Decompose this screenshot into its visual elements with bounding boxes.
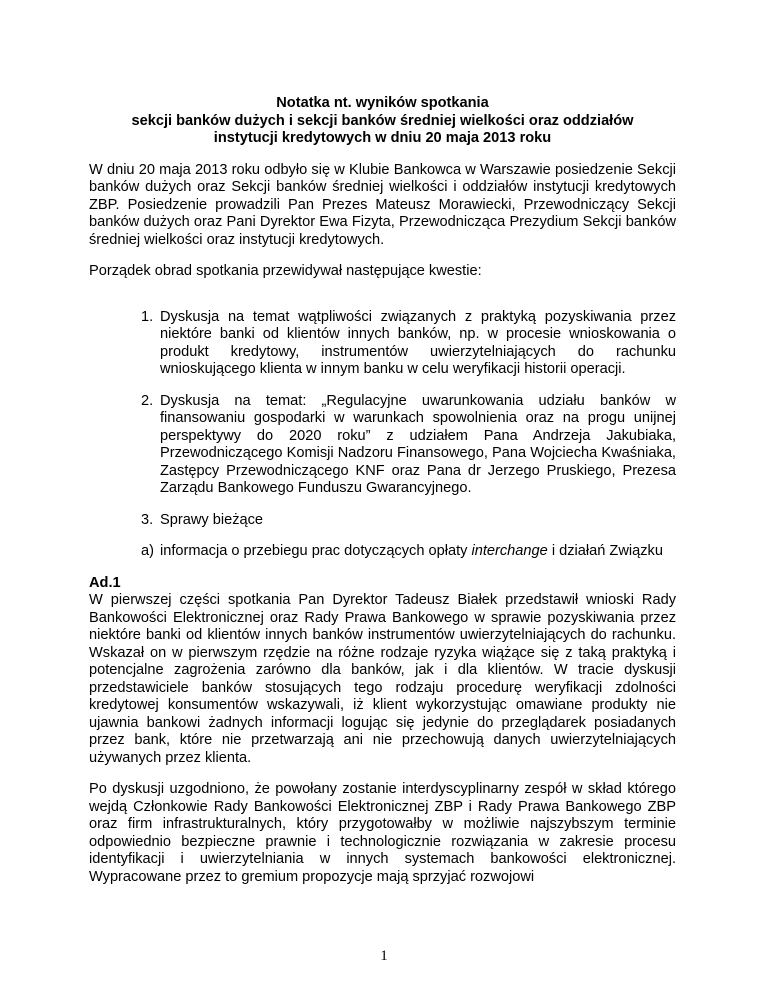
sub-item-text	[160, 543, 676, 561]
agenda-item-1	[141, 309, 676, 379]
agenda-item-text: Sprawy bieżące	[160, 511, 264, 528]
agenda-intro: Porządek obrad spotkania przewidywał następujące kwestie:	[89, 263, 482, 279]
section-heading-ad1: Ad.1	[89, 574, 121, 591]
sub-item-text-before: informacja o przebiegu prac dotyczących opłaty	[160, 543, 472, 559]
agenda-item-2	[141, 393, 676, 498]
agenda-item-marker: 1.	[141, 308, 154, 325]
page-number: 1	[380, 948, 388, 964]
sub-item-text-after: i działań Związku	[547, 543, 663, 559]
document-body	[89, 95, 676, 900]
agenda-sub-item-a	[141, 543, 676, 561]
agenda-item-text: Dyskusja na temat wątpliwości związanych z praktyką pozyskiwania przez niektóre banki od klientów innych banków, np. w procesie wnioskowania o produkt kredytowy, instrumentów uwierzytelniających do rachunku wnioskującego klienta w innym banku w celu weryfikacji historii operacji.	[160, 308, 676, 377]
agenda-item-3	[141, 512, 676, 530]
agenda-item-marker: 3.	[141, 511, 154, 528]
title-line-3: instytucji kredytowych w dniu 20 maja 2013 roku	[213, 130, 552, 146]
title-line-2: sekcji banków dużych i sekcji banków średniej wielkości oraz oddziałów	[131, 112, 634, 129]
ad1-paragraph-1: W pierwszej części spotkania Pan Dyrektor Tadeusz Białek przedstawił wnioski Rady Bankowości Elektronicznej oraz Rady Prawa Bankowego w sprawie pozyskiwania przez niektóre banki od klientów innych banków instrumentów uwierzytelniających do rachunku. Wskazał on w pierwszym rzędzie na różne rodzaje ryzyka wiążące się z taką praktyką i potencjalne zagrożenia zarówno dla banków, jak i dla klientów. W tracie dyskusji przedstawiciele banków stosujących tego rodzaju procedurę weryfikacji zdolności kredytowej konsumentów wskazywali, iż klient wykorzystując omawiane produkty nie ujawnia bankowi żadnych informacji logując się jedynie do przeglądarek posiadanych przez bank, które nie przetwarzają ani nie przechowują danych uwierzytelniających używanych przez klienta.	[89, 592, 676, 766]
intro-paragraph: W dniu 20 maja 2013 roku odbyło się w Klubie Bankowca w Warszawie posiedzenie Sekcji banków dużych oraz Sekcji banków średniej wielkości i oddziałów instytucji kredytowych ZBP. Posiedzenie prowadzili Pan Prezes Mateusz Morawiecki, Przewodniczący Sekcji banków dużych oraz Pani Dyrektor Ewa Fizyta, Przewodnicząca Prezydium Sekcji banków średniej wielkości oraz instytucji kredytowych.	[89, 161, 676, 248]
ad1-paragraph-2: Po dyskusji uzgodniono, że powołany zostanie interdyscyplinarny zespół w skład którego wejdą Członkowie Rady Bankowości Elektronicznej ZBP i Rady Prawa Bankowego ZBP oraz firm infrastrukturalnych, który przygotowałby w możliwie najszybszym terminie odpowiednio bezpieczne prawnie i technologicznie rozwiązania w zakresie procesu identyfikacji i uwierzytelniania w innych systemach bankowości elektronicznej. Wypracowane przez to gremium propozycje mają sprzyjać rozwojowi	[89, 781, 676, 885]
sub-item-italic-term: interchange	[471, 543, 548, 559]
sub-item-marker: a)	[141, 543, 154, 559]
agenda-item-marker: 2.	[141, 392, 154, 409]
title-line-1: Notatka nt. wyników spotkania	[276, 95, 489, 111]
agenda-item-text: Dyskusja na temat: „Regulacyjne uwarunkowania udziału banków w finansowaniu gospodarki w warunkach spowolnienia oraz na progu unijnej perspektywy do 2020 roku” z udziałem Pana Andrzeja Jakubiaka, Przewodniczącego Komisji Nadzoru Finansowego, Pana Wojciecha Kwaśniaka, Zastępcy Przewodniczącego KNF oraz Pana dr Jerzego Pruskiego, Prezesa Zarządu Bankowego Funduszu Gwarancyjnego.	[160, 392, 676, 496]
document-title	[89, 95, 676, 148]
